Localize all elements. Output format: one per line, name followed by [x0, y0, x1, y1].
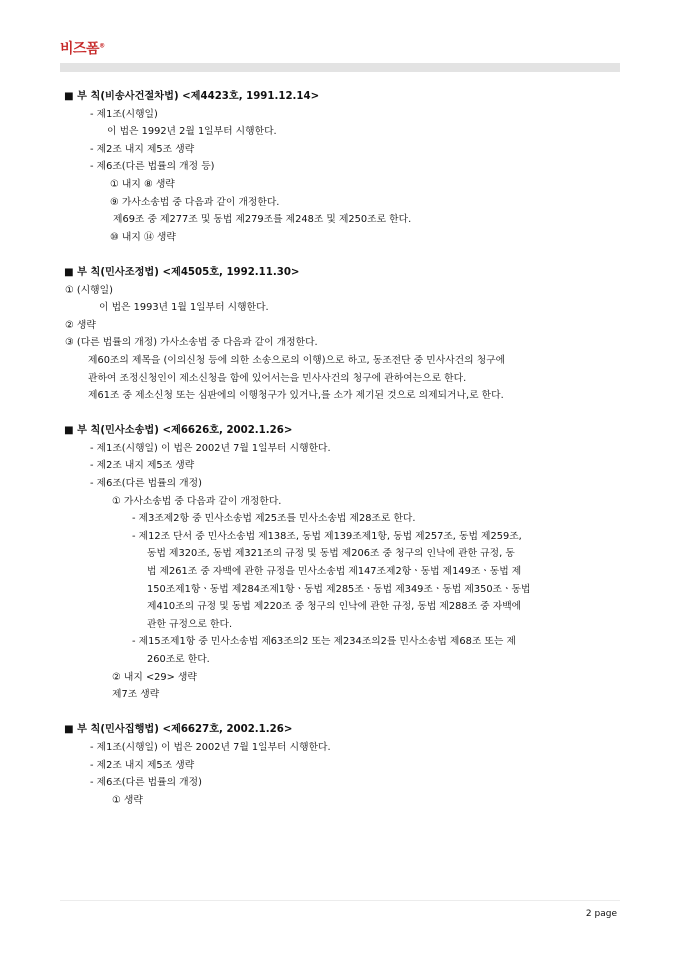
- clause-line: ① 생략: [112, 794, 143, 806]
- clause-text: 제61조 중 제소신청 또는 심판에의 이행청구가 있거나,를 소가 제기된 것으로 의제되거나,로 한다.: [88, 390, 504, 402]
- section-title: ■ 부 칙(민사조정법) <제4505호, 1992.11.30>: [64, 266, 300, 278]
- clause-line: ① (시행일): [65, 284, 113, 296]
- clause-line: ② 내지 <29> 생략: [112, 671, 197, 683]
- article-line: - 제1조(시행일) 이 법은 2002년 7월 1일부터 시행한다.: [90, 741, 331, 753]
- sub-item-text: 제410조의 규정 및 동법 제220조 중 청구의 인낙에 관한 규정, 동법 제288조 중 자백에: [147, 601, 522, 613]
- article-line: - 제6조(다른 법률의 개정): [90, 777, 202, 789]
- clause-line: ① 내지 ⑧ 생략: [110, 178, 175, 190]
- sub-item-line: - 제12조 단서 중 민사소송법 제138조, 동법 제139조제1항, 동법 제257조, 동법 제259조,: [132, 530, 522, 542]
- article-line: - 제2조 내지 제5조 생략: [90, 460, 195, 472]
- sub-item-text: 동법 제320조, 동법 제321조의 규정 및 동법 제206조 중 청구의 인낙에 관한 규정, 동: [147, 548, 515, 560]
- clause-line: ⑩ 내지 ⑭ 생략: [110, 231, 176, 243]
- clause-text: 제60조의 제목을 (이의신청 등에 의한 소송으로의 이행)으로 하고, 동조전단 중 민사사건의 청구에: [88, 354, 506, 366]
- clause-line: ① 가사소송법 중 다음과 같이 개정한다.: [112, 495, 282, 507]
- section-title: ■ 부 칙(비송사건절차법) <제4423호, 1991.12.14>: [64, 91, 320, 102]
- section-title: ■ 부 칙(민사소송법) <제6626호, 2002.1.26>: [64, 425, 293, 437]
- header-bar: [60, 63, 620, 72]
- document-body: [60, 88, 620, 809]
- clause-line: ② 생략: [65, 319, 96, 331]
- bizform-logo: 비즈폼®: [60, 41, 105, 57]
- article-line: - 제2조 내지 제5조 생략: [90, 759, 195, 771]
- article-line: - 제2조 내지 제5조 생략: [90, 143, 195, 155]
- article-text: 이 법은 1992년 2월 1일부터 시행한다.: [107, 126, 277, 138]
- clause-text: 제69조 중 제277조 및 동법 제279조를 제248조 및 제250조로 한다.: [113, 214, 412, 226]
- clause-text: 이 법은 1993년 1월 1일부터 시행한다.: [99, 302, 269, 314]
- clause-line: ③ (다른 법률의 개정) 가사소송법 중 다음과 같이 개정한다.: [65, 337, 318, 349]
- clause-line: 제7조 생략: [112, 689, 160, 701]
- sub-item-line: - 제15조제1항 중 민사소송법 제63조의2 또는 제234조의2를 민사소송법 제68조 또는 제: [132, 636, 516, 648]
- article-line: - 제1조(시행일): [90, 108, 158, 120]
- footer-divider: [60, 900, 620, 901]
- clause-line: ⑨ 가사소송법 중 다음과 같이 개정한다.: [110, 196, 280, 208]
- article-line: - 제1조(시행일) 이 법은 2002년 7월 1일부터 시행한다.: [90, 442, 331, 454]
- article-line: - 제6조(다른 법률의 개정): [90, 478, 202, 490]
- sub-item-line: - 제3조제2항 중 민사소송법 제25조를 민사소송법 제28조로 한다.: [132, 513, 416, 525]
- sub-item-text: 260조로 한다.: [147, 654, 210, 665]
- section-title: ■ 부 칙(민사집행법) <제6627호, 2002.1.26>: [64, 724, 293, 736]
- sub-item-text: 150조제1항ㆍ동법 제284조제1항ㆍ동법 제285조ㆍ동법 제349조ㆍ동법 제350조ㆍ동법: [147, 583, 531, 595]
- sub-item-text: 관한 규정으로 한다.: [147, 618, 233, 630]
- clause-text: 관하여 조정신청인이 제소신청을 함에 있어서는을 민사사건의 청구에 관하여는으로 한다.: [88, 372, 467, 384]
- sub-item-text: 법 제261조 중 자백에 관한 규정을 민사소송법 제147조제2항ㆍ동법 제149조ㆍ동법 제: [147, 566, 522, 578]
- article-line: - 제6조(다른 법률의 개정 등): [90, 161, 215, 173]
- page-number: 2 page: [585, 909, 617, 919]
